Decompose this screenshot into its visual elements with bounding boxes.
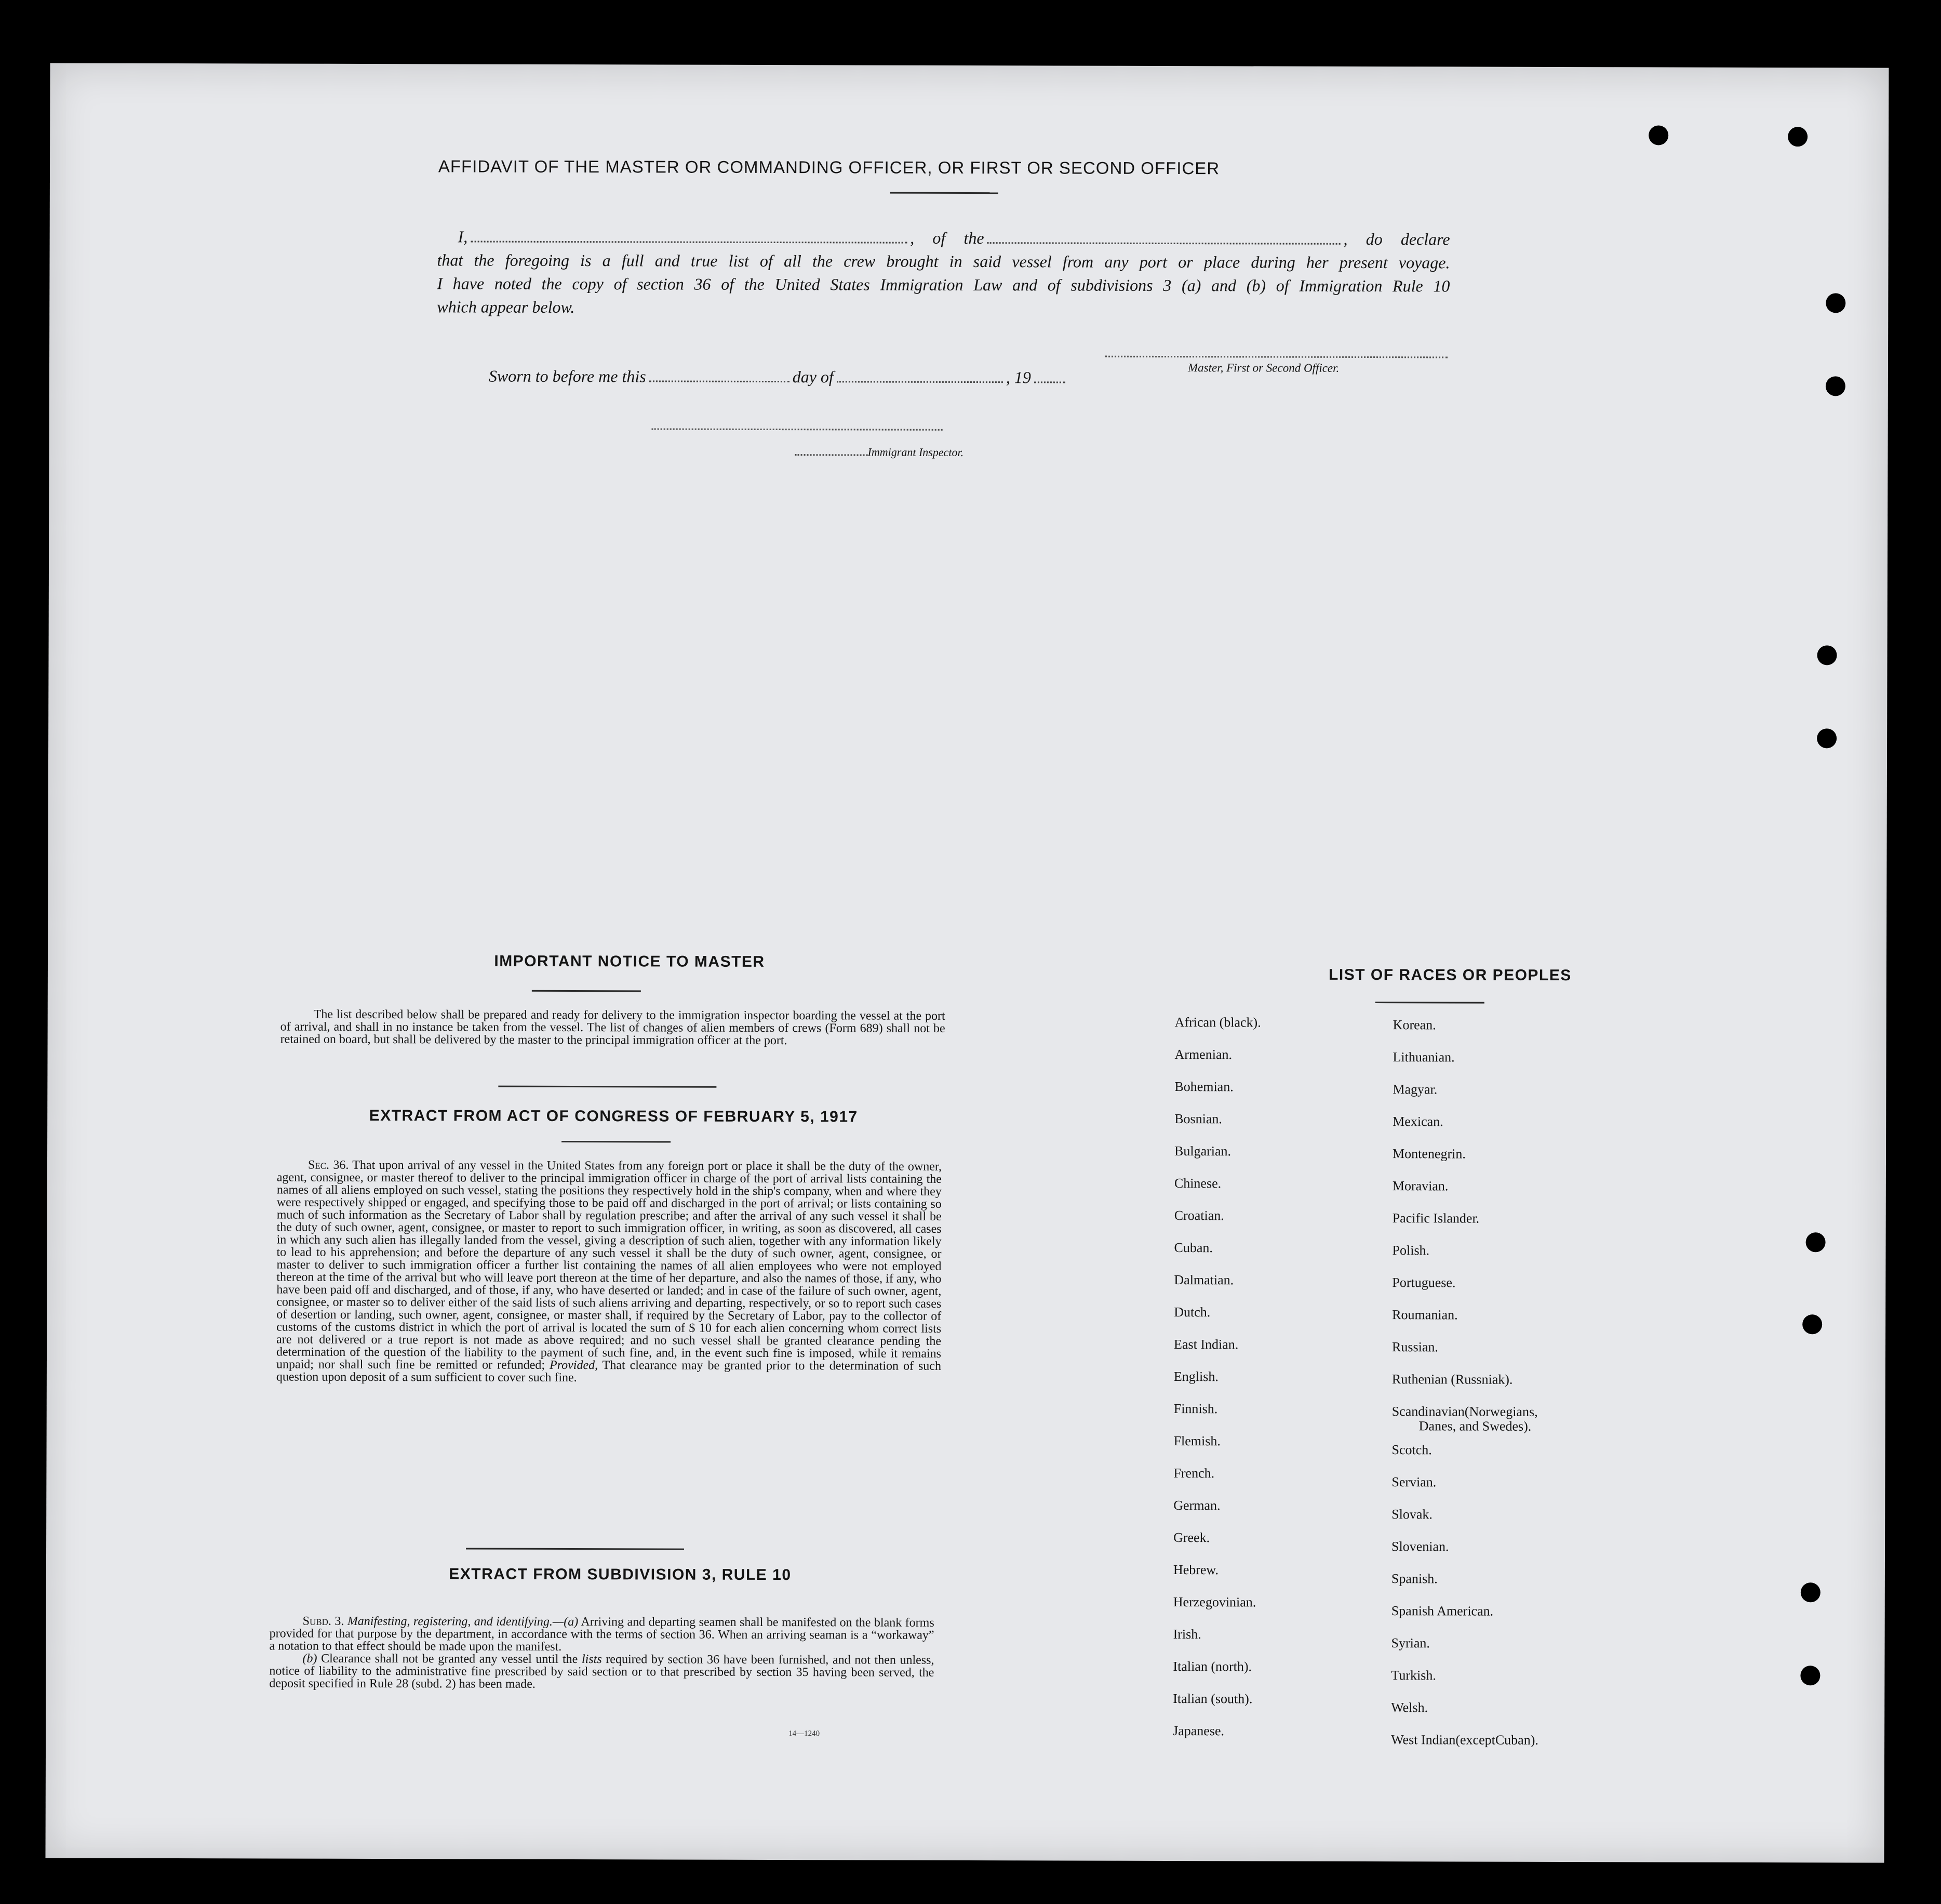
race-item: Chinese. (1174, 1176, 1222, 1191)
race-item: Spanish American. (1391, 1603, 1494, 1619)
inspector-short-blank (795, 454, 868, 456)
affidavit-i: I, (458, 227, 468, 246)
race-item: Finnish. (1173, 1401, 1218, 1417)
binder-hole (1817, 728, 1837, 748)
race-item: Pacific Islander. (1392, 1210, 1480, 1226)
race-item: Irish. (1173, 1627, 1201, 1642)
affidavit-title: AFFIDAVIT OF THE MASTER OR COMMANDING OFFICER, OR FIRST OR SECOND OFFICER (438, 156, 1220, 178)
binder-hole (1826, 376, 1845, 396)
vessel-blank (987, 242, 1341, 245)
race-item: Syrian. (1391, 1635, 1430, 1651)
race-item: Turkish. (1391, 1668, 1436, 1683)
rule-extract-text (269, 1615, 934, 1691)
sworn-year-blank (1034, 381, 1065, 383)
subd-label: Subd. 3. (302, 1614, 344, 1628)
provided-text: That clearance may be granted prior to the determination of such question upon deposit of a sum sufficient to cover such fine. (276, 1359, 942, 1385)
sworn-line (489, 367, 1068, 388)
subd-a-text: Arriving and departing seamen shall be manifested on the blank forms provided for that purpose by the department, in accordance with the terms of section 36. When an arriving seaman is a “workaway” a notation to that effect should be made upon the manifest. (269, 1615, 934, 1654)
race-item: Greek. (1173, 1530, 1210, 1546)
race-item: Scotch. (1391, 1442, 1432, 1458)
subd-heading: Manifesting, registering, and identifying.—(a) (347, 1614, 579, 1629)
notice-divider (498, 1086, 716, 1088)
race-item: Servian. (1391, 1474, 1437, 1490)
notice-text: The list described below shall be prepared and ready for delivery to the immigration inspector boarding the vessel at the port of arrival, and shall in no instance be taken from the vessel. The list of changes of alien members of crews (Form 689) shall not be retained on board, but shall be delivered by the master to the principal immigration officer at the port. (280, 1007, 945, 1048)
binder-hole (1802, 1314, 1822, 1334)
sec-36-text: That upon arrival of any vessel in the United States from any foreign port or place it shall be the duty of the owner, agent, consignee, or master thereof to deliver to the principal immigration officer in charge of the port of arrival lists containing the names of all aliens employed on such vessel, stating the positions they respectively hold in the ship's company, when and where they were respectively shipped or engaged, and specifying those to be paid off and discharged in the port of arrival; or lists containing so much of such information as the Secretary of Labor shall by regulation prescribe; and after the arrival of any such vessel it shall be the duty of such owner, agent, consignee, or master to report to such immigration officer, in writing, as soon as discovered, all cases in which any such alien has illegally landed from the vessel, giving a description of such alien, together with any information likely to lead to his apprehension; and before the departure of any such vessel it shall be the duty of such owner, agent, consignee, or master to deliver to such immigration officer a further list containing the names of all alien employees who were not employed thereon at the time of the arrival but who will leave port thereon at the time of her departure, and also the names of those, if any, who have been paid off and discharged, and of those, if any, who have deserted or landed; and in case of the failure of such owner, agent, consignee, or master so to deliver either of the said lists of such aliens arriving and departing, respectively, or so to report such cases of desertion or landing, such owner, agent, consignee, or master shall, if required by the Secretary of Labor, pay to the collector of customs of the customs district in which the port of arrival is located the sum of $ 10 for each alien concerning whom correct lists are not delivered or a true report is not made as above required; and no such vessel shall be granted clearance pending the determination of the question of the liability to the payment of such fine, and, in the event such fine is imposed, while it remains unpaid; nor shall such fine be remitted or refunded; (276, 1158, 942, 1372)
sworn-month-blank (837, 381, 1003, 383)
binder-hole (1826, 293, 1845, 313)
affidavit-line-4: which appear below. (437, 297, 575, 317)
binder-hole (1649, 125, 1668, 145)
name-blank (471, 241, 907, 243)
notice-title: IMPORTANT NOTICE TO MASTER (494, 952, 765, 970)
act-extract-text (276, 1159, 942, 1385)
affidavit-declare: , do declare (1343, 229, 1450, 249)
affidavit-statement (437, 225, 1450, 321)
binder-hole (1817, 645, 1837, 665)
race-item: East Indian. (1174, 1337, 1239, 1352)
act-extract-title-rule (561, 1141, 671, 1143)
affidavit-line-2: that the foregoing is a full and true list of all the crew brought in said vessel from any port or place during her present voyage. (437, 250, 1450, 272)
sec-label: Sec. 36. (307, 1158, 349, 1172)
race-item: Polish. (1392, 1243, 1430, 1258)
race-item: Montenegrin. (1393, 1146, 1466, 1162)
race-item: French. (1173, 1466, 1215, 1481)
sworn-day-blank (649, 380, 789, 382)
race-item: Slovak. (1391, 1507, 1433, 1522)
affidavit-title-rule (890, 192, 998, 194)
binder-hole (1806, 1232, 1826, 1252)
race-item: Hebrew. (1173, 1562, 1219, 1578)
master-signature-line (1105, 356, 1448, 358)
race-item: Scandinavian(Norwegians, (1391, 1404, 1538, 1419)
races-right-column (1391, 1017, 1642, 1748)
inspector-caption: Immigrant Inspector. (867, 445, 964, 459)
notice-title-rule (532, 990, 641, 992)
form-number: 14—1240 (788, 1729, 820, 1738)
race-item: African (black). (1174, 1015, 1261, 1030)
act-extract-divider (466, 1548, 684, 1550)
race-item: Spanish. (1391, 1571, 1438, 1587)
inspector-signature-line (652, 428, 943, 430)
rule-extract-title: EXTRACT FROM SUBDIVISION 3, RULE 10 (449, 1565, 792, 1584)
race-item: Armenian. (1174, 1047, 1233, 1062)
binder-hole (1788, 127, 1808, 147)
sworn-prefix: Sworn to before me this (488, 366, 646, 386)
subd-b-text-2: required by section 36 have been furnished, and not then unless, notice of liability to the administrative fine prescribed by said section or to that prescribed by section 35 having been served, the deposit specified in Rule 28 (subd. 2) has been made. (269, 1653, 934, 1691)
subd-b-lists: lists (581, 1653, 602, 1667)
race-item: German. (1173, 1498, 1221, 1513)
race-item: Dalmatian. (1174, 1272, 1234, 1288)
race-item: Flemish. (1173, 1433, 1221, 1449)
race-item: Herzegovinian. (1173, 1594, 1256, 1610)
race-item: Ruthenian (Russniak). (1391, 1372, 1513, 1387)
subd-a-paragraph (270, 1615, 934, 1654)
race-item: Lithuanian. (1393, 1049, 1455, 1065)
race-item: Cuban. (1174, 1240, 1213, 1256)
affidavit-line-1 (437, 225, 1450, 251)
race-item: Magyar. (1393, 1082, 1438, 1097)
race-item: West Indian(exceptCuban). (1391, 1732, 1538, 1748)
race-item: Roumanian. (1392, 1307, 1458, 1323)
race-item: Italian (south). (1173, 1691, 1253, 1707)
subd-b-text-1: Clearance shall not be granted any vessel until the (321, 1652, 578, 1667)
provided-label: Provided, (550, 1358, 598, 1373)
race-item: Bohemian. (1174, 1079, 1234, 1095)
sworn-day-of: day of (792, 367, 834, 387)
affidavit-line-3: I have noted the copy of section 36 of the United States Immigration Law and of subdivisions 3 (a) and (b) of Immigration Rule 10 (437, 274, 1450, 296)
race-item-continuation: Danes, and Swedes). (1418, 1418, 1532, 1434)
race-item: Croatian. (1174, 1208, 1224, 1223)
inspector-line (795, 445, 964, 459)
race-item: Bulgarian. (1174, 1143, 1231, 1159)
binder-hole (1800, 1666, 1820, 1685)
race-item: English. (1173, 1369, 1219, 1384)
race-item: Dutch. (1174, 1304, 1211, 1320)
race-item: Portuguese. (1392, 1275, 1456, 1290)
races-left-column (1173, 1015, 1383, 1739)
race-item: Italian (north). (1173, 1659, 1252, 1674)
race-item: Moravian. (1392, 1178, 1449, 1194)
race-item: Bosnian. (1174, 1111, 1222, 1127)
sworn-year: , 19 (1006, 368, 1031, 387)
document-sheet (45, 63, 1889, 1862)
race-item: Japanese. (1173, 1723, 1225, 1739)
subd-b-paragraph (269, 1652, 934, 1691)
act-extract-title: EXTRACT FROM ACT OF CONGRESS OF FEBRUARY 5, 1917 (369, 1107, 858, 1126)
race-item: Russian. (1392, 1339, 1438, 1355)
subd-b-label: (b) (302, 1652, 317, 1666)
master-caption: Master, First or Second Officer. (1187, 361, 1340, 375)
race-item: Slovenian. (1391, 1539, 1449, 1554)
race-item: Mexican. (1393, 1114, 1443, 1129)
race-item: Korean. (1393, 1017, 1436, 1033)
affidavit-of-the: , of the (910, 228, 984, 248)
race-item: Welsh. (1391, 1700, 1428, 1715)
binder-hole (1801, 1582, 1820, 1602)
races-title: LIST OF RACES OR PEOPLES (1329, 966, 1572, 984)
races-title-rule (1375, 1002, 1484, 1004)
